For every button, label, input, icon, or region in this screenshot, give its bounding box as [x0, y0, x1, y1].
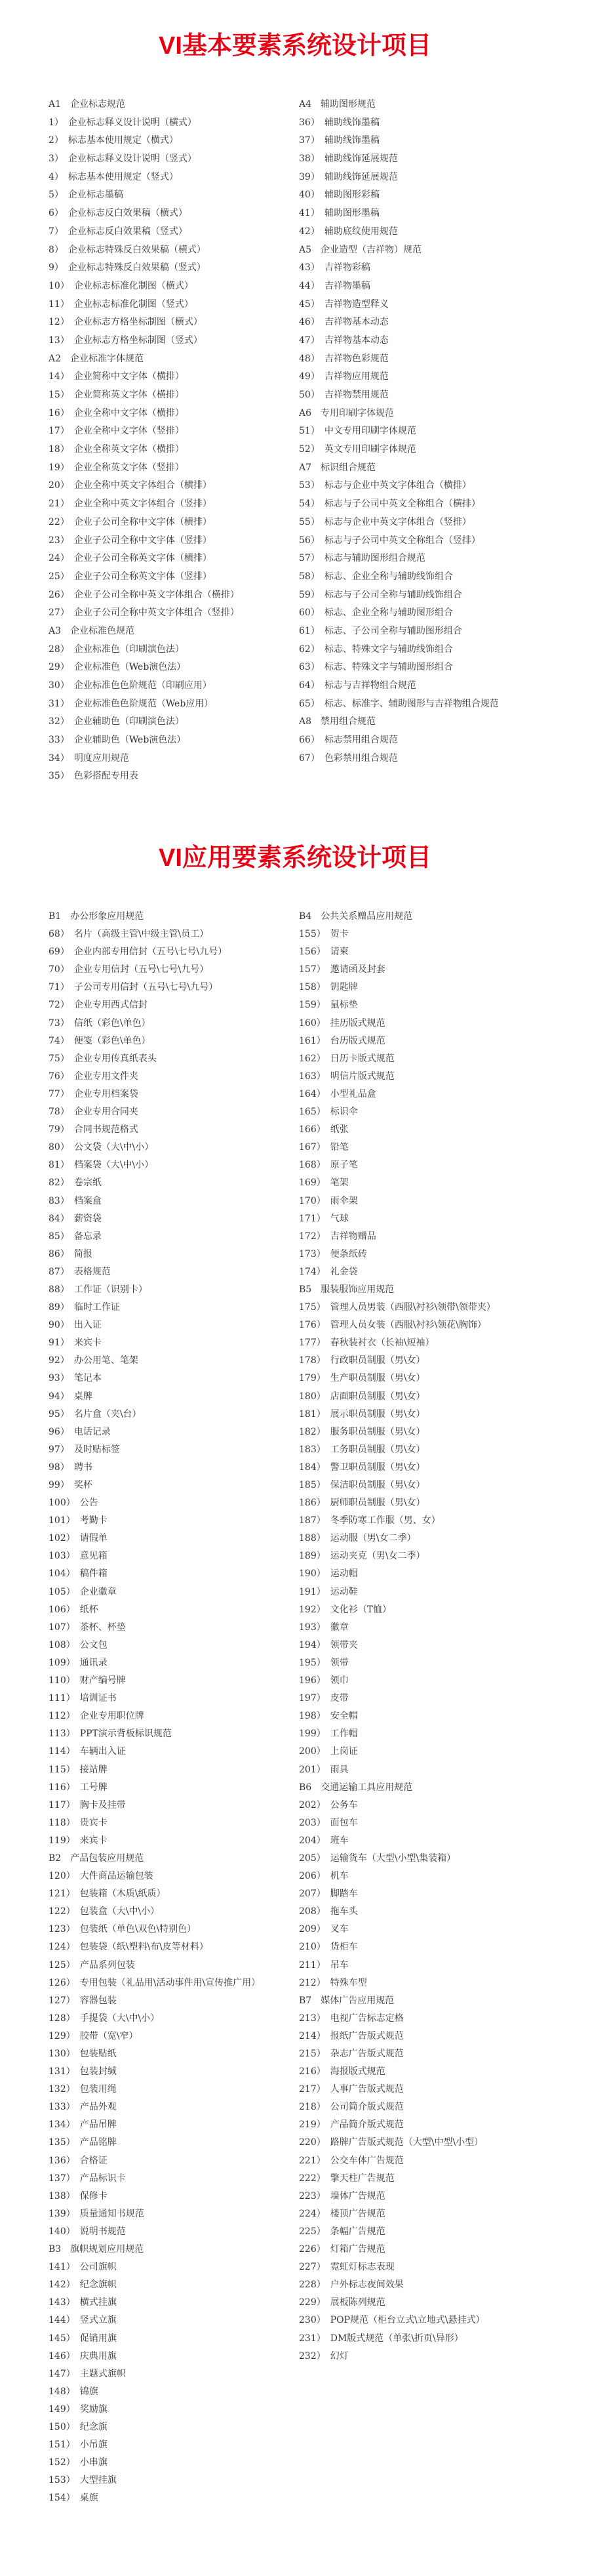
list-item: 178） 行政职员制服（男\女）: [299, 1355, 425, 1366]
list-item: 152） 小串旗: [49, 2457, 108, 2468]
list-item: 18） 企业全称英文字体（横排）: [49, 444, 184, 455]
list-item: 57） 标志与辅助图形组合规范: [299, 553, 425, 564]
list-item: 16） 企业全称中文字体（横排）: [49, 407, 184, 419]
list-item: 24） 企业子公司全称英文字体（横排）: [49, 553, 212, 564]
list-item: 88） 工作证（识别卡）: [49, 1284, 148, 1295]
list-item: 204） 班车: [299, 1835, 349, 1846]
list-item: 188） 运动服（男\女二季）: [299, 1533, 416, 1544]
list-item: 46） 吉祥物基本动态: [299, 317, 389, 328]
list-item: 206） 机车: [299, 1871, 349, 1882]
list-item: 45） 吉祥物造型释义: [299, 298, 389, 310]
list-item: A4 辅助图形规范: [299, 99, 376, 110]
list-item: 199） 工作帽: [299, 1728, 358, 1740]
list-item: 4） 标志基本使用规定（竖式）: [49, 171, 178, 182]
list-item: 193） 徽章: [299, 1622, 349, 1633]
list-item: 208） 拖车头: [299, 1906, 358, 1917]
list-item: 124） 包装袋（纸\塑料\布\皮等材料）: [49, 1942, 208, 1953]
list-item: 102） 请假单: [49, 1533, 108, 1544]
list-item: 134） 产品吊牌: [49, 2119, 117, 2131]
list-item: B2 产品包装应用规范: [49, 1852, 144, 1864]
list-item: 38） 辅助线饰延展规范: [299, 153, 398, 165]
list-item: 61） 标志、子公司全称与辅助图形组合: [299, 625, 462, 636]
list-item: 230） POP规范（柜台立式\立地式\悬挂式）: [299, 2315, 485, 2326]
list-item: 126） 专用包装（礼品用\活动事件用\宣传推广用）: [49, 1977, 261, 1988]
list-item: 182） 服务职员制服（男\女）: [299, 1426, 425, 1437]
list-item: 231） DM版式规范（单张\折页\异形）: [299, 2333, 463, 2344]
list-item: 86） 简报: [49, 1248, 92, 1259]
list-item: 23） 企业子公司全称中文字体（竖排）: [49, 535, 212, 546]
list-item: 215） 杂志广告版式规范: [299, 2049, 404, 2059]
list-item: 117） 胸卡及挂带: [49, 1799, 126, 1810]
list-item: 148） 锦旗: [49, 2386, 98, 2397]
list-item: 151） 小吊旗: [49, 2440, 108, 2451]
list-item: 29） 企业标准色（Web演色法）: [49, 662, 186, 673]
list-item: 44） 吉祥物墨稿: [299, 280, 370, 291]
list-item: 48） 吉祥物色彩规范: [299, 353, 389, 364]
list-item: 201） 雨具: [299, 1764, 349, 1775]
list-item: 10） 企业标志标准化制图（横式）: [49, 280, 193, 291]
list-item: 33） 企业辅助色（Web演色法）: [49, 735, 186, 746]
list-item: 64） 标志与吉祥物组合规范: [299, 680, 416, 691]
list-item: 111） 培训证书: [49, 1693, 117, 1704]
list-item: 198） 安全帽: [299, 1711, 358, 1722]
list-item: 129） 胶带（宽\窄）: [49, 2030, 138, 2041]
list-item: 174） 礼金袋: [299, 1266, 358, 1277]
list-item: 67） 色彩禁用组合规范: [299, 752, 398, 764]
list-item: 139） 质量通知书规范: [49, 2208, 144, 2219]
list-item: 135） 产品铭牌: [49, 2137, 117, 2148]
list-item: 176） 管理人员女装（西服\衬衫\领花\胸饰）: [299, 1320, 486, 1331]
list-item: 97） 及时贴标签: [49, 1444, 120, 1455]
list-item: 185） 保洁职员制服（男\女）: [299, 1480, 425, 1490]
list-item: 58） 标志、企业全称与辅助线饰组合: [299, 571, 453, 582]
list-item: 146） 庆典用旗: [49, 2350, 117, 2361]
list-item: 81） 档案袋（大\中\小）: [49, 1160, 154, 1171]
list-item: 43） 吉祥物彩稿: [299, 262, 370, 274]
list-item: 186） 厨师职员制服（男\女）: [299, 1498, 425, 1509]
list-item: 71） 子公司专用信封（五号\七号\九号）: [49, 982, 218, 993]
list-item: 133） 产品外观: [49, 2102, 117, 2113]
list-item: 166） 纸张: [299, 1124, 349, 1135]
list-item: 159） 鼠标垫: [299, 1000, 358, 1011]
application-elements-left-column: [49, 908, 298, 2507]
list-item: 210） 货柜车: [299, 1942, 358, 1953]
list-item: 26） 企业子公司全称中英文字体组合（横排）: [49, 589, 239, 600]
list-item: 225） 条幅广告规范: [299, 2226, 385, 2237]
list-item: A6 专用印刷字体规范: [299, 407, 395, 419]
list-item: 173） 便条纸砖: [299, 1248, 367, 1259]
list-item: 53） 标志与企业中英文字体组合（横排）: [299, 480, 471, 491]
list-item: 35） 色彩搭配专用表: [49, 771, 138, 782]
list-item: 28） 企业标准色（印刷演色法）: [49, 644, 184, 655]
list-item: 62） 标志、特殊文字与辅助线饰组合: [299, 644, 453, 655]
list-item: 209） 叉车: [299, 1924, 349, 1935]
list-item: 87） 表格规范: [49, 1266, 111, 1277]
list-item: 49） 吉祥物应用规范: [299, 371, 389, 382]
list-item: 192） 文化衫（T恤）: [299, 1604, 392, 1615]
list-item: 65） 标志、标准字、辅助图形与吉祥物组合规范: [299, 698, 499, 709]
list-item: 149） 奖励旗: [49, 2403, 108, 2415]
list-item: 108） 公文包: [49, 1639, 108, 1650]
list-item: 77） 企业专用档案袋: [49, 1088, 138, 1099]
list-item: 165） 标识伞: [299, 1107, 358, 1118]
basic-elements-left-column: [49, 96, 298, 786]
list-item: 118） 贵宾卡: [49, 1817, 108, 1828]
list-item: 39） 辅助线饰延展规范: [299, 171, 398, 182]
list-item: 195） 领带: [299, 1657, 349, 1668]
list-item: 207） 脚踏车: [299, 1889, 358, 1900]
list-item: 110） 财产编号牌: [49, 1675, 126, 1687]
list-item: 13） 企业标志方格坐标制图（竖式）: [49, 335, 203, 346]
list-item: 90） 出入证: [49, 1320, 102, 1331]
list-item: 155） 贺卡: [299, 929, 349, 940]
section-title-application: VI应用要素系统设计项目: [159, 844, 431, 872]
list-item: 11） 企业标志标准化制图（竖式）: [49, 298, 193, 310]
list-item: B4 公共关系赠品应用规范: [299, 911, 413, 922]
list-item: 138） 保修卡: [49, 2190, 108, 2201]
list-item: 213） 电视广告标志定格: [299, 2013, 404, 2024]
list-item: 91） 来宾卡: [49, 1338, 102, 1349]
list-item: B1 办公形象应用规范: [49, 911, 144, 922]
list-item: 17） 企业全称中文字体（竖排）: [49, 426, 184, 437]
list-item: 217） 人事广告版式规范: [299, 2084, 404, 2095]
list-item: 2） 标志基本使用规定（横式）: [49, 135, 178, 146]
list-item: 68） 名片（高级主管\中级主管\员工）: [49, 929, 209, 940]
list-item: 136） 合格证: [49, 2155, 108, 2166]
list-item: A5 企业造型（吉祥物）规范: [299, 244, 422, 255]
list-item: 85） 备忘录: [49, 1231, 102, 1242]
list-item: 113） PPT演示背板标识规范: [49, 1728, 172, 1740]
list-item: 164） 小型礼品盒: [299, 1088, 376, 1099]
list-item: 36） 辅助线饰墨稿: [299, 117, 380, 128]
list-item: 105） 企业徽章: [49, 1586, 117, 1597]
list-item: 112） 企业专用职位牌: [49, 1711, 144, 1722]
list-item: 205） 运输货车（大型\小型\集装箱）: [299, 1852, 456, 1864]
application-elements-right-column: [299, 908, 574, 2365]
list-item: 221） 公交车体广告规范: [299, 2155, 404, 2166]
list-item: 157） 邀请函及封套: [299, 964, 385, 975]
list-item: 179） 生产职员制服（男\女）: [299, 1373, 425, 1384]
list-item: 158） 钥匙牌: [299, 982, 358, 993]
list-item: 30） 企业标准色色阶规范（印刷应用）: [49, 680, 212, 691]
list-item: 74） 便笺（彩色\单色）: [49, 1035, 151, 1046]
list-item: 79） 合同书规范格式: [49, 1124, 138, 1135]
list-item: A8 禁用组合规范: [299, 716, 376, 727]
list-item: 232） 幻灯: [299, 2350, 349, 2361]
list-item: B5 服装服饰应用规范: [299, 1284, 395, 1295]
list-item: 103） 意见箱: [49, 1551, 108, 1562]
list-item: 76） 企业专用文件夹: [49, 1071, 138, 1082]
list-item: 180） 店面职员制服（男\女）: [299, 1391, 425, 1402]
list-item: 121） 包装箱（木质\纸质）: [49, 1889, 166, 1900]
list-item: 78） 企业专用合同夹: [49, 1107, 138, 1118]
list-item: 75） 企业专用传真纸表头: [49, 1053, 157, 1064]
list-item: A3 企业标准色规范: [49, 625, 135, 636]
list-item: 216） 海报版式规范: [299, 2066, 385, 2077]
list-item: 203） 面包车: [299, 1817, 358, 1828]
list-item: 200） 上岗证: [299, 1746, 358, 1757]
list-item: 153） 大型挂旗: [49, 2475, 117, 2486]
list-item: 162） 日历卡版式规范: [299, 1053, 395, 1064]
list-item: B6 交通运输工具应用规范: [299, 1782, 413, 1793]
list-item: 145） 促销用旗: [49, 2333, 117, 2344]
list-item: 114） 车辆出入证: [49, 1746, 126, 1757]
list-item: 141） 公司旗帜: [49, 2262, 117, 2273]
list-item: 128） 手提袋（大\中\小）: [49, 2013, 160, 2024]
list-item: 59） 标志与子公司全称与辅助线饰组合: [299, 589, 462, 600]
list-item: 84） 薪资袋: [49, 1213, 102, 1224]
list-item: 222） 擎天柱广告规范: [299, 2173, 395, 2184]
list-item: 55） 标志与企业中英文字体组合（竖排）: [299, 516, 471, 527]
list-item: 190） 运动帽: [299, 1568, 358, 1580]
list-item: 196） 领巾: [299, 1675, 349, 1687]
list-item: 218） 公司简介版式规范: [299, 2102, 404, 2113]
list-item: 202） 公务车: [299, 1799, 358, 1810]
list-item: 96） 电话记录: [49, 1426, 111, 1437]
list-item: 70） 企业专用信封（五号\七号\九号）: [49, 964, 209, 975]
application-elements-section: [0, 838, 590, 2504]
list-item: 54） 标志与子公司中英文全称组合（横排）: [299, 499, 481, 510]
list-item: 147） 主题式旗帜: [49, 2368, 126, 2379]
list-item: 25） 企业子公司全称英文字体（竖排）: [49, 571, 212, 582]
list-item: 42） 辅助底纹使用规范: [299, 226, 398, 237]
list-item: 212） 特殊车型: [299, 1977, 367, 1988]
list-item: 119） 来宾卡: [49, 1835, 108, 1846]
list-item: 37） 辅助线饰墨稿: [299, 135, 380, 146]
list-item: 132） 包装用绳: [49, 2084, 117, 2095]
list-item: 143） 横式挂旗: [49, 2297, 117, 2308]
list-item: 214） 报纸广告版式规范: [299, 2030, 404, 2041]
list-item: 170） 雨伞架: [299, 1195, 358, 1206]
list-item: 8） 企业标志特殊反白效果稿（横式）: [49, 244, 206, 255]
list-item: 184） 警卫职员制服（男\女）: [299, 1462, 425, 1473]
list-item: 69） 企业内部专用信封（五号\七号\九号）: [49, 947, 227, 958]
list-item: 32） 企业辅助色（印刷演色法）: [49, 716, 184, 727]
list-item: 224） 楼顶广告规范: [299, 2208, 385, 2219]
list-item: 27） 企业子公司全称中英文字体组合（竖排）: [49, 607, 239, 619]
list-item: 187） 冬季防寒工作服（男、女）: [299, 1515, 441, 1526]
list-item: 169） 笔架: [299, 1177, 349, 1189]
list-item: 94） 桌牌: [49, 1391, 92, 1402]
list-item: A2 企业标准字体规范: [49, 353, 144, 364]
list-item: 107） 茶杯、杯垫: [49, 1622, 126, 1633]
list-item: 116） 工号牌: [49, 1782, 108, 1793]
list-item: 226） 灯箱广告规范: [299, 2244, 385, 2255]
list-item: 66） 标志禁用组合规范: [299, 735, 398, 746]
list-item: 1） 企业标志释义设计说明（横式）: [49, 117, 197, 128]
list-item: 73） 信纸（彩色\单色）: [49, 1017, 151, 1029]
list-item: 140） 说明书规范: [49, 2226, 126, 2237]
list-item: 120） 大件商品运输包装: [49, 1871, 153, 1882]
list-item: 122） 包装盒（大\中\小）: [49, 1906, 160, 1917]
list-item: 115） 接站牌: [49, 1764, 108, 1775]
list-item: 160） 挂历版式规范: [299, 1017, 385, 1029]
list-item: 63） 标志、特殊文字与辅助图形组合: [299, 662, 453, 673]
list-item: 137） 产品标识卡: [49, 2173, 126, 2184]
list-item: 98） 聘书: [49, 1462, 92, 1473]
list-item: 50） 吉祥物禁用规范: [299, 390, 389, 400]
list-item: 92） 办公用笔、笔架: [49, 1355, 138, 1366]
list-item: 220） 路牌广告版式规范（大型\中型\小型）: [299, 2137, 484, 2148]
list-item: 22） 企业子公司全称中文字体（横排）: [49, 516, 212, 527]
list-item: 197） 皮带: [299, 1693, 349, 1704]
list-item: 144） 竖式立旗: [49, 2315, 117, 2326]
list-item: 12） 企业标志方格坐标制图（横式）: [49, 317, 203, 328]
list-item: 175） 管理人员男装（西服\衬衫\领带\领带夹）: [299, 1302, 496, 1313]
list-item: 130） 包装贴纸: [49, 2049, 117, 2059]
list-item: 20） 企业全称中英文字体组合（横排）: [49, 480, 212, 491]
list-item: 167） 铅笔: [299, 1142, 349, 1153]
list-item: 228） 户外标志夜间效果: [299, 2280, 404, 2291]
list-item: 40） 辅助图形彩稿: [299, 190, 380, 201]
list-item: 172） 吉祥物赠品: [299, 1231, 376, 1242]
list-item: 89） 临时工作证: [49, 1302, 120, 1313]
list-item: 219） 产品简介版式规范: [299, 2119, 404, 2131]
list-item: 56） 标志与子公司中英文全称组合（竖排）: [299, 535, 481, 546]
list-item: 106） 纸杯: [49, 1604, 98, 1615]
list-item: 183） 工务职员制服（男\女）: [299, 1444, 425, 1455]
list-item: 101） 考勤卡: [49, 1515, 108, 1526]
basic-elements-section: [0, 26, 590, 782]
list-item: 7） 企业标志反白效果稿（竖式）: [49, 226, 187, 237]
list-item: 127） 容器包装: [49, 1995, 117, 2006]
basic-elements-right-column: [299, 96, 574, 767]
list-item: 72） 企业专用西式信封: [49, 1000, 148, 1011]
list-item: 34） 明度应用规范: [49, 752, 129, 764]
list-item: 191） 运动鞋: [299, 1586, 358, 1597]
list-item: 154） 桌旗: [49, 2493, 98, 2504]
list-item: 211） 吊车: [299, 1959, 349, 1971]
list-item: 125） 产品系列包装: [49, 1959, 135, 1971]
list-item: 150） 纪念旗: [49, 2421, 108, 2432]
list-item: 83） 档案盒: [49, 1195, 102, 1206]
list-item: A1 企业标志规范: [49, 99, 126, 110]
list-item: 95） 名片盒（夹\台）: [49, 1408, 142, 1420]
list-item: 223） 墙体广告规范: [299, 2190, 385, 2201]
list-item: 161） 台历版式规范: [299, 1035, 385, 1046]
list-item: 15） 企业简称英文字体（横排）: [49, 390, 184, 400]
list-item: 163） 明信片版式规范: [299, 1071, 395, 1082]
list-item: 104） 稿件箱: [49, 1568, 108, 1580]
list-item: 189） 运动夹克（男\女二季）: [299, 1551, 425, 1562]
list-item: 47） 吉祥物基本动态: [299, 335, 389, 346]
list-item: 52） 英文专用印刷字体规范: [299, 444, 416, 455]
list-item: 100） 公告: [49, 1498, 98, 1509]
list-item: 181） 展示职员制服（男\女）: [299, 1408, 425, 1420]
list-item: 41） 辅助图形墨稿: [299, 208, 380, 219]
section-title-basic: VI基本要素系统设计项目: [159, 32, 431, 60]
list-item: 82） 卷宗纸: [49, 1177, 102, 1189]
list-item: 51） 中文专用印刷字体规范: [299, 426, 416, 437]
list-item: 19） 企业全称英文字体（竖排）: [49, 462, 184, 473]
list-item: B3 旗帜规划应用规范: [49, 2244, 144, 2255]
list-item: 21） 企业全称中英文字体组合（竖排）: [49, 499, 212, 510]
list-item: 6） 企业标志反白效果稿（横式）: [49, 208, 187, 219]
list-item: 99） 奖杯: [49, 1480, 92, 1490]
list-item: 229） 展板陈列规范: [299, 2297, 385, 2308]
list-item: 14） 企业简称中文字体（横排）: [49, 371, 184, 382]
list-item: 80） 公文袋（大\中\小）: [49, 1142, 154, 1153]
list-item: 60） 标志、企业全称与辅助图形组合: [299, 607, 453, 619]
list-item: 31） 企业标准色色阶规范（Web应用）: [49, 698, 214, 709]
list-item: 131） 包装封缄: [49, 2066, 117, 2077]
list-item: 168） 原子笔: [299, 1160, 358, 1171]
list-item: B7 媒体广告应用规范: [299, 1995, 395, 2006]
list-item: 123） 包装纸（单色\双色\特别色）: [49, 1924, 197, 1935]
list-item: 177） 春秋装衬衣（长袖\短袖）: [299, 1338, 435, 1349]
list-item: 142） 纪念旗帜: [49, 2280, 117, 2291]
list-item: 156） 请柬: [299, 947, 349, 958]
list-item: 93） 笔记本: [49, 1373, 102, 1384]
list-item: 171） 气球: [299, 1213, 349, 1224]
list-item: 109） 通讯录: [49, 1657, 108, 1668]
list-item: 5） 企业标志墨稿: [49, 190, 123, 201]
list-item: 227） 霓虹灯标志表现: [299, 2262, 395, 2273]
list-item: 9） 企业标志特殊反白效果稿（竖式）: [49, 262, 206, 274]
list-item: 194） 领带夹: [299, 1639, 358, 1650]
list-item: 3） 企业标志释义设计说明（竖式）: [49, 153, 197, 165]
list-item: A7 标识组合规范: [299, 462, 376, 473]
